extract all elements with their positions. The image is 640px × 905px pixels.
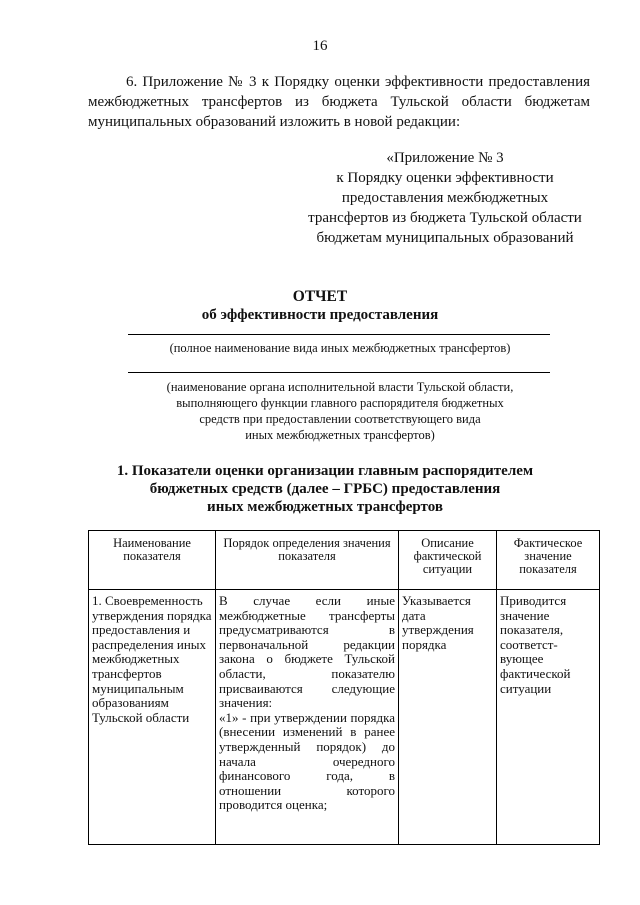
appendix-header <box>300 148 590 248</box>
header-indicator-name: Наименование показателя <box>89 531 216 590</box>
report-subtitle: об эффективности предоставления <box>201 307 439 323</box>
authority-caption-line-4: иных межбюджетных трансфертов) <box>245 428 435 442</box>
transfer-type-caption: (полное наименование вида иных межбюджетных трансфертов) <box>169 341 511 355</box>
authority-caption-line-1: (наименование органа исполнительной власти Тульской области, <box>166 380 514 394</box>
appendix-line-3: предоставления межбюджетных <box>341 190 549 206</box>
header-calculation-order: Порядок определения значения показателя <box>216 531 399 590</box>
row1-situation-description: Указывается дата утверждения порядка <box>399 590 497 845</box>
appendix-line-4: трансфертов из бюджета Тульской области <box>308 210 582 226</box>
section-heading-line-2: бюджетных средств (далее – ГРБС) предоставления <box>149 481 501 497</box>
page-number: 16 <box>312 38 328 54</box>
authority-caption-line-3: средств при предоставлении соответствующего вида <box>199 412 481 426</box>
indicators-table <box>88 530 600 845</box>
transfer-type-blank-line <box>128 334 550 335</box>
row1-actual-value: Приводится значение показателя, соответст-вующее фактической ситуации <box>497 590 600 845</box>
appendix-line-1: «Приложение № 3 <box>386 150 504 166</box>
row1-calculation-order-p1: В случае если иные межбюджетные трансферты предусматриваются в первоначальной редакции закона о бюджете Тульской области, показателю присваиваются следующие значения: <box>219 593 395 711</box>
intro-paragraph: 6. Приложение № 3 к Порядку оценки эффективности предоставления межбюджетных трансфертов из бюджета Тульской области бюджетам муниципальных образований изложить в новой редакции: <box>88 74 590 130</box>
row1-calculation-order <box>216 590 399 845</box>
header-situation-description: Описание фактической ситуации <box>399 531 497 590</box>
authority-blank-line <box>128 372 550 373</box>
appendix-line-2: к Порядку оценки эффективности <box>336 170 554 186</box>
report-title: ОТЧЕТ <box>292 288 348 305</box>
table-row <box>89 590 600 845</box>
authority-caption <box>120 379 560 443</box>
table-header-row <box>89 531 600 590</box>
row1-calculation-order-p2: «1» - при утверждении порядка (внесении изменений в ранее утвержденный порядок) до начала очередного финансового года, в отношении которого проводится оценка; <box>219 709 395 813</box>
header-actual-value: Фактическое значение показателя <box>497 531 600 590</box>
authority-caption-line-2: выполняющего функции главного распорядителя бюджетных <box>176 396 504 410</box>
section-heading-line-3: иных межбюджетных трансфертов <box>207 499 443 515</box>
section-heading <box>110 462 540 516</box>
row1-indicator-name: 1. Своевременность утверждения порядка предоставления и распределения иных межбюджетных трансфертов муниципальным образованиям Тульской области <box>89 590 216 845</box>
section-heading-line-1: 1. Показатели оценки организации главным распорядителем <box>116 463 534 479</box>
appendix-line-5: бюджетам муниципальных образований <box>316 230 574 246</box>
